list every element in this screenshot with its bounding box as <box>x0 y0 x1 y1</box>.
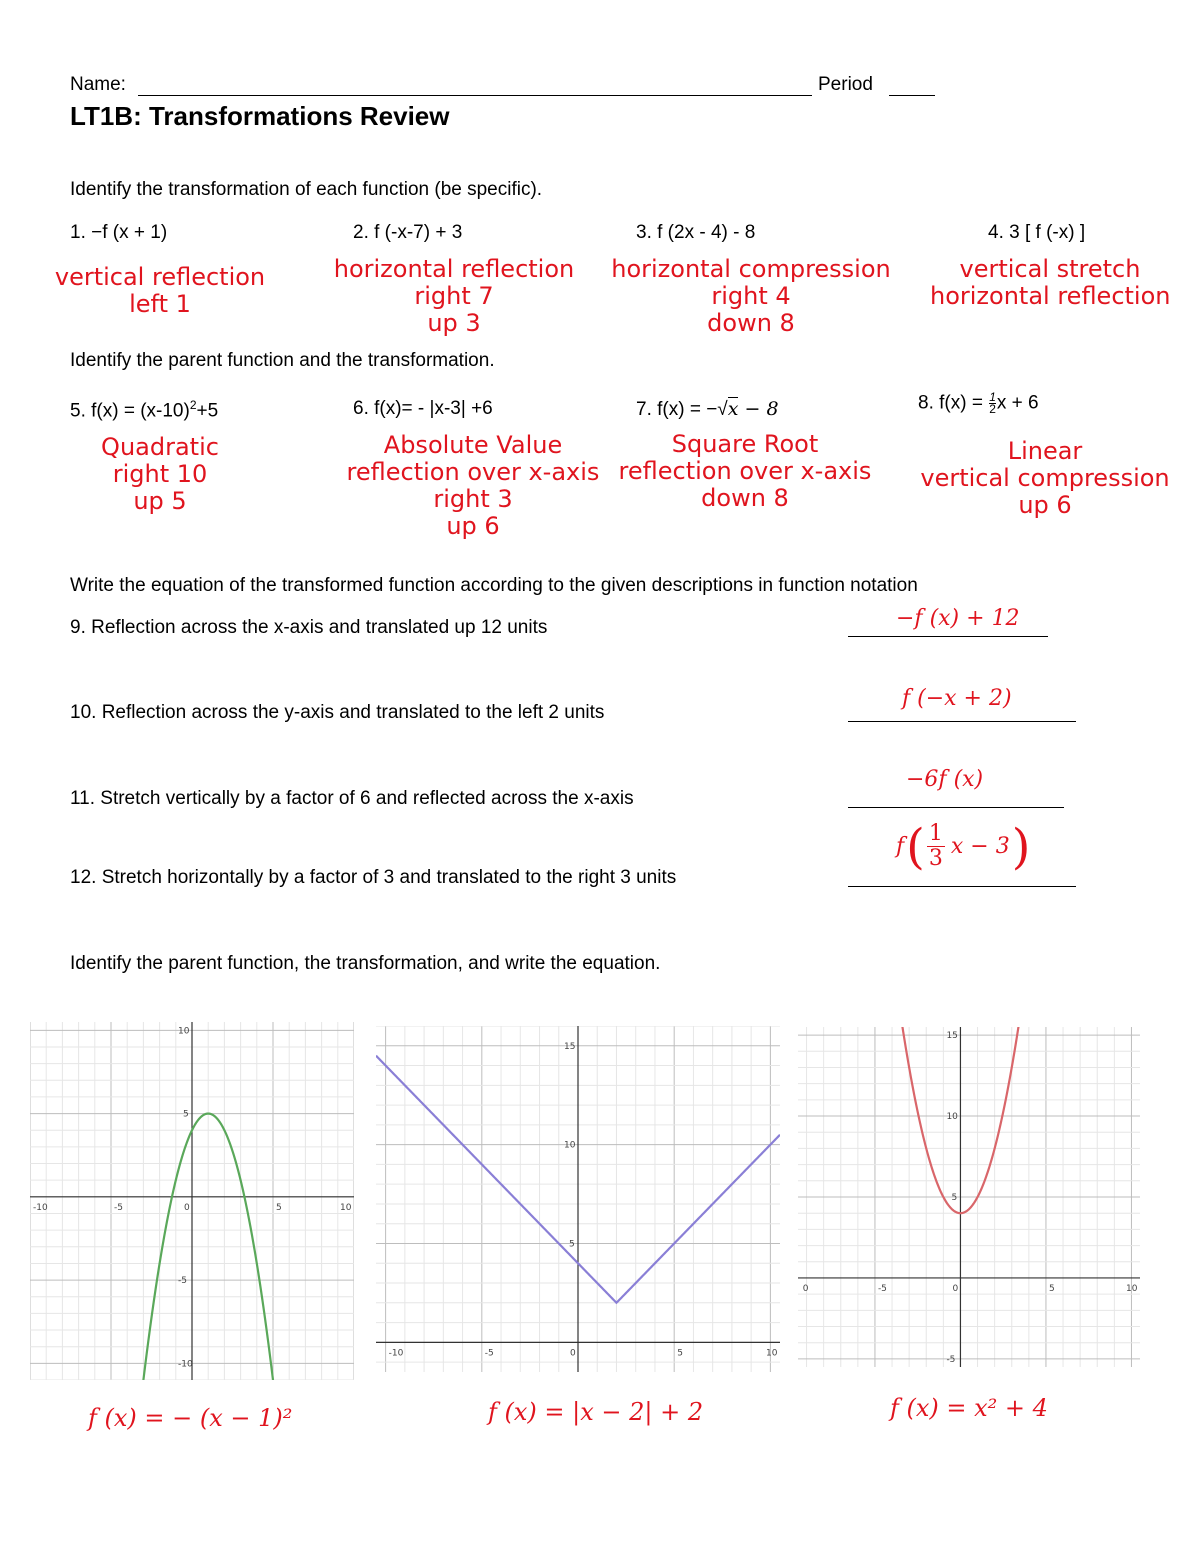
problem-11-prompt: 11. Stretch vertically by a factor of 6 and reflected across the x-axis <box>70 788 634 809</box>
section2-instruction: Identify the parent function and the transformation. <box>70 350 495 371</box>
x-tick-label: 10 <box>340 1202 352 1213</box>
x-tick-label: 10 <box>766 1348 778 1359</box>
y-tick-label: -5 <box>946 1354 956 1365</box>
problem-6-prompt: 6. f(x)= - |x-3| +6 <box>353 398 493 419</box>
y-tick-label: 10 <box>946 1112 958 1123</box>
x-tick-label: -10 <box>388 1348 404 1359</box>
graph-2-equation: f (x) = |x − 2| + 2 <box>488 1398 704 1426</box>
page-title: LT1B: Transformations Review <box>70 101 450 131</box>
x-tick-label: -5 <box>484 1348 494 1359</box>
period-field[interactable] <box>889 95 935 96</box>
problem-10-answer-line[interactable] <box>848 721 1076 722</box>
graph-3-equation: f (x) = x² + 4 <box>890 1394 1048 1422</box>
y-tick-label: 15 <box>946 1031 958 1042</box>
problem-12-answer: f ( 1 3 x − 3 ) <box>896 818 1031 875</box>
problem-10-prompt: 10. Reflection across the y-axis and translated to the left 2 units <box>70 702 605 723</box>
x-tick-label: -5 <box>114 1202 123 1213</box>
problem-12-answer-line[interactable] <box>848 886 1076 887</box>
graph-3 <box>798 1027 1140 1367</box>
period-label: Period <box>818 74 873 95</box>
x-tick-label: 0 <box>184 1202 190 1213</box>
problem-2-answer: horizontal reflection right 7 up 3 <box>333 255 575 337</box>
graph-1-equation: f (x) = − (x − 1)² <box>88 1404 293 1432</box>
y-tick-label: -10 <box>178 1359 193 1370</box>
graph-1 <box>30 1022 354 1380</box>
y-tick-label: 5 <box>183 1109 189 1120</box>
problem-5-prompt: 5. $f(x) = (x-10)^2+5$ <box>70 398 219 422</box>
x-tick-label: -10 <box>33 1202 48 1213</box>
problem-7-answer: Square Root reflection over x-axis down 8 <box>618 430 872 512</box>
problem-7-prompt: 7. f(x) = −√x − 8 <box>636 398 779 420</box>
fraction-one-half: $\frac{1}{2}$ <box>989 390 996 416</box>
y-tick-label: 10 <box>178 1026 190 1037</box>
problem-9-answer: −f (x) + 12 <box>896 606 1020 631</box>
problem-2-prompt: 2. f (-x-7) + 3 <box>353 222 463 243</box>
problem-9-prompt: 9. Reflection across the x-axis and translated up 12 units <box>70 617 548 638</box>
problem-6-answer: Absolute Value reflection over x-axis right 3 up 6 <box>346 431 600 540</box>
x-tick-label: 0 <box>802 1283 809 1294</box>
problem-4-prompt: 4. 3 [ f (-x) ] <box>988 222 1086 243</box>
x-tick-label: -5 <box>877 1283 887 1294</box>
name-label: Name: <box>70 74 126 95</box>
problem-3-prompt: 3. f (2x - 4) - 8 <box>636 222 756 243</box>
y-tick-label: 5 <box>569 1239 575 1250</box>
problem-1-prompt: 1. −f (x + 1) <box>70 222 168 243</box>
y-tick-label: 10 <box>564 1140 576 1151</box>
function-curve <box>798 1027 1140 1213</box>
y-tick-label: -5 <box>178 1276 187 1287</box>
problem-5-answer: Quadratic right 10 up 5 <box>101 433 219 515</box>
x-tick-label: 5 <box>677 1348 683 1359</box>
x-tick-label: 5 <box>1048 1283 1055 1294</box>
x-tick-label: 5 <box>276 1202 282 1213</box>
problem-12-prompt: 12. Stretch horizontally by a factor of 3 and translated to the right 3 units <box>70 867 677 888</box>
problem-9-answer-line[interactable] <box>848 636 1048 637</box>
problem-4-answer: vertical stretch horizontal reflection <box>930 255 1171 310</box>
section4-instruction: Identify the parent function, the transformation, and write the equation. <box>70 953 661 974</box>
y-tick-label: 5 <box>951 1193 958 1203</box>
problem-10-answer: f (−x + 2) <box>902 686 1012 711</box>
problem-8-prompt: 8. f(x) = $\frac{1}{2}$ x + 6 <box>918 390 1039 416</box>
problem-1-answer: vertical reflection left 1 <box>54 263 266 318</box>
problem-11-answer: −6f (x) <box>906 767 984 792</box>
problem-8-answer: Linear vertical compression up 6 <box>920 437 1170 519</box>
problem-3-answer: horizontal compression right 4 down 8 <box>611 255 891 337</box>
section1-instruction: Identify the transformation of each function (be specific). <box>70 179 543 200</box>
name-field[interactable] <box>138 95 812 96</box>
problem-11-answer-line[interactable] <box>848 807 1064 808</box>
x-tick-label: 0 <box>952 1283 959 1294</box>
graph-2 <box>376 1026 780 1372</box>
x-tick-label: 0 <box>570 1348 576 1359</box>
x-tick-label: 10 <box>1126 1283 1138 1294</box>
y-tick-label: 15 <box>564 1041 576 1052</box>
section3-instruction: Write the equation of the transformed function according to the given descriptions in function notation <box>70 575 918 596</box>
